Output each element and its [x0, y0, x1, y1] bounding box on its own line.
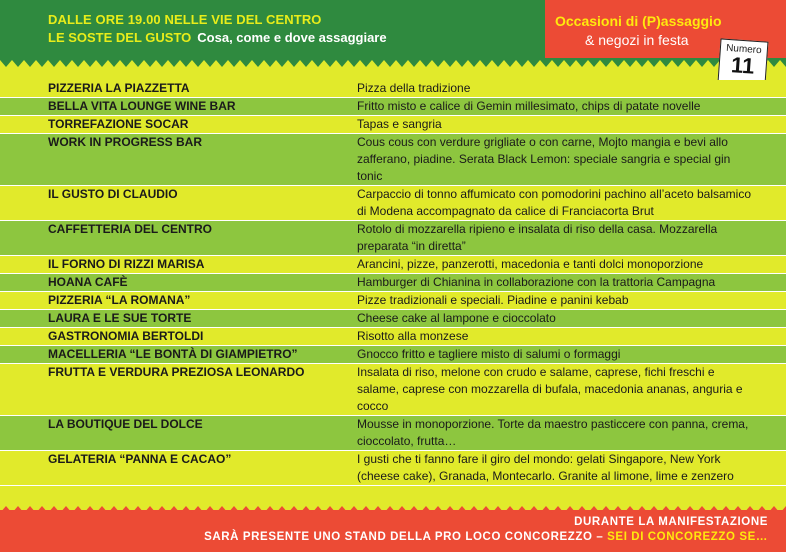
list-item: [0, 98, 786, 116]
footer-highlight: SEI DI CONCOREZZO SE…: [607, 531, 768, 543]
issue-number: 11: [730, 52, 756, 79]
list-item: [0, 186, 786, 221]
list-item: [0, 364, 786, 416]
list-item: [0, 256, 786, 274]
list-item: [0, 328, 786, 346]
list-item: [0, 310, 786, 328]
event-subtitle-title: LE SOSTE DEL GUSTO: [48, 30, 192, 45]
list-item: [0, 116, 786, 134]
venue-offer: Carpaccio di tonno affumicato con pomodorini pachino all’aceto balsamico di Modena accompagnato da calice di Franciacorta Brut: [357, 187, 752, 218]
venue-name: LA BOUTIQUE DEL DOLCE: [48, 417, 203, 431]
venue-offer: Insalata di riso, melone con crudo e salame, caprese, fichi freschi e salame, caprese con mozzarella di bufala, macedonia ananas, anguria e cocco: [357, 365, 743, 413]
brand-title: Occasioni di (P)assaggio: [555, 13, 722, 29]
venue-offer: Tapas e sangria: [357, 117, 442, 131]
list-item: [0, 292, 786, 310]
venue-name: PIZZERIA LA PIAZZETTA: [48, 81, 190, 95]
venue-name: PIZZERIA “LA ROMANA”: [48, 293, 191, 307]
footer-notice-line1: DURANTE LA MANIFESTAZIONE: [574, 516, 768, 528]
venue-offer: Pizza della tradizione: [357, 81, 471, 95]
list-item: [0, 80, 786, 98]
issue-label: Numero: [725, 42, 762, 57]
event-subtitle: [48, 30, 387, 45]
venue-offer: Arancini, pizze, panzerotti, macedonia e tanti dolci monoporzione: [357, 257, 704, 271]
venue-name: GASTRONOMIA BERTOLDI: [48, 329, 204, 343]
venue-offer: Risotto alla monzese: [357, 329, 469, 343]
list-item: [0, 274, 786, 292]
list-item: [0, 221, 786, 256]
venue-offer: Cous cous con verdure grigliate o con carne, Mojto mangia e bevi allo zafferano, piadine. Serata Black Lemon: speciale sangria e special gin tonic: [357, 135, 731, 183]
zigzag-divider-bottom: [0, 505, 786, 515]
venue-offer: Gnocco fritto e tagliere misto di salumi o formaggi: [357, 347, 621, 361]
brand-subtitle: & negozi in festa: [585, 32, 689, 48]
tasting-list: [0, 80, 786, 486]
venue-offer: Fritto misto e calice di Gemin millesimato, chips di patate novelle: [357, 99, 701, 113]
venue-name: IL GUSTO DI CLAUDIO: [48, 187, 178, 201]
event-time-line: DALLE ORE 19.00 NELLE VIE DEL CENTRO: [48, 12, 322, 27]
venue-name: CAFFETTERIA DEL CENTRO: [48, 222, 212, 236]
list-item: [0, 346, 786, 364]
footer-notice-text: SARÀ PRESENTE UNO STAND DELLA PRO LOCO CONCOREZZO –: [204, 531, 604, 543]
venue-offer: Pizze tradizionali e speciali. Piadine e panini kebab: [357, 293, 629, 307]
footer-notice-line2: [204, 531, 768, 543]
list-item: [0, 416, 786, 451]
venue-name: MACELLERIA “LE BONTÀ DI GIAMPIETRO”: [48, 347, 298, 361]
venue-name: FRUTTA E VERDURA PREZIOSA LEONARDO: [48, 365, 305, 379]
venue-offer: Cheese cake al lampone e cioccolato: [357, 311, 556, 325]
venue-name: TORREFAZIONE SOCAR: [48, 117, 189, 131]
venue-offer: Mousse in monoporzione. Torte da maestro pasticcere con panna, crema, cioccolato, frutta…: [357, 417, 749, 448]
venue-name: HOANA CAFÈ: [48, 275, 128, 289]
venue-name: IL FORNO DI RIZZI MARISA: [48, 257, 205, 271]
issue-badge: [718, 38, 769, 85]
venue-name: LAURA E LE SUE TORTE: [48, 311, 192, 325]
venue-offer: I gusti che ti fanno fare il giro del mondo: gelati Singapore, New York (cheese cake), Granada, Montecarlo. Granite al limone, lime e zenzero: [357, 452, 734, 483]
venue-name: BELLA VITA LOUNGE WINE BAR: [48, 99, 236, 113]
venue-offer: Rotolo di mozzarella ripieno e insalata di riso della casa. Mozzarella preparata “in diretta”: [357, 222, 718, 253]
event-subtitle-tagline: Cosa, come e dove assaggiare: [197, 30, 387, 45]
venue-name: WORK IN PROGRESS BAR: [48, 135, 203, 149]
venue-offer: Hamburger di Chianina in collaborazione con la trattoria Campagna: [357, 275, 716, 289]
list-item: [0, 134, 786, 186]
zigzag-divider-top: [0, 58, 786, 68]
venue-name: GELATERIA “PANNA E CACAO”: [48, 452, 232, 466]
list-item: [0, 451, 786, 486]
